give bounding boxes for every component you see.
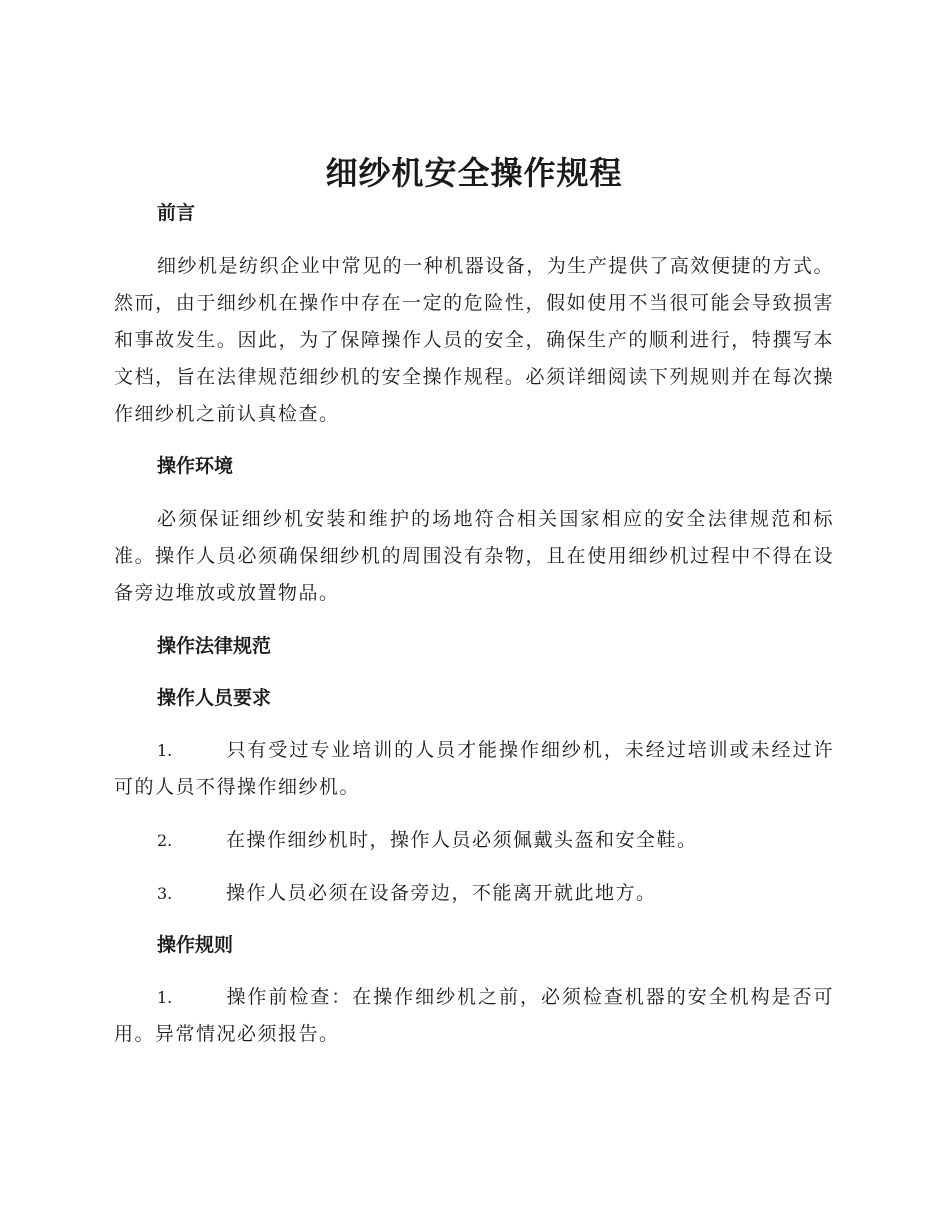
- section-heading-personnel: 操作人员要求: [157, 687, 272, 709]
- document-title: 细纱机安全操作规程: [325, 154, 623, 192]
- list-item-number: 2.: [157, 831, 173, 850]
- list-item: [114, 732, 834, 806]
- list-item-text: 操作前检查：在操作细纱机之前，必须检查机器的安全机构是否可用。异常情况必须报告。: [114, 986, 834, 1045]
- list-item-text: 在操作细纱机时，操作人员必须佩戴头盔和安全鞋。: [226, 829, 698, 851]
- document-page: [114, 150, 834, 1053]
- list-item-number: 1.: [157, 988, 173, 1007]
- list-item-text: 只有受过专业培训的人员才能操作细纱机，未经过培训或未经过许可的人员不得操作细纱机。: [114, 739, 834, 798]
- environment-paragraph: 必须保证细纱机安装和维护的场地符合相关国家相应的安全法律规范和标准。操作人员必须确保细纱机的周围没有杂物，且在使用细纱机过程中不得在设备旁边堆放或放置物品。: [114, 508, 834, 604]
- list-item: [114, 822, 834, 859]
- list-item: [114, 875, 834, 912]
- section-heading-environment: 操作环境: [157, 455, 234, 477]
- section-heading-preface: 前言: [157, 202, 196, 224]
- list-item-text: 操作人员必须在设备旁边，不能离开就此地方。: [226, 882, 657, 904]
- list-item-number: 1.: [157, 741, 173, 760]
- list-item-number: 3.: [157, 884, 173, 903]
- section-heading-law: 操作法律规范: [157, 635, 272, 657]
- list-item: [114, 979, 834, 1053]
- preface-paragraph: 细纱机是纺织企业中常见的一种机器设备，为生产提供了高效便捷的方式。然而，由于细纱机在操作中存在一定的危险性，假如使用不当很可能会导致损害和事故发生。因此，为了保障操作人员的安全，确保生产的顺利进行，特撰写本文档，旨在法律规范细纱机的安全操作规程。必须详细阅读下列规则并在每次操作细纱机之前认真检查。: [114, 255, 834, 425]
- section-heading-rules: 操作规则: [157, 934, 234, 956]
